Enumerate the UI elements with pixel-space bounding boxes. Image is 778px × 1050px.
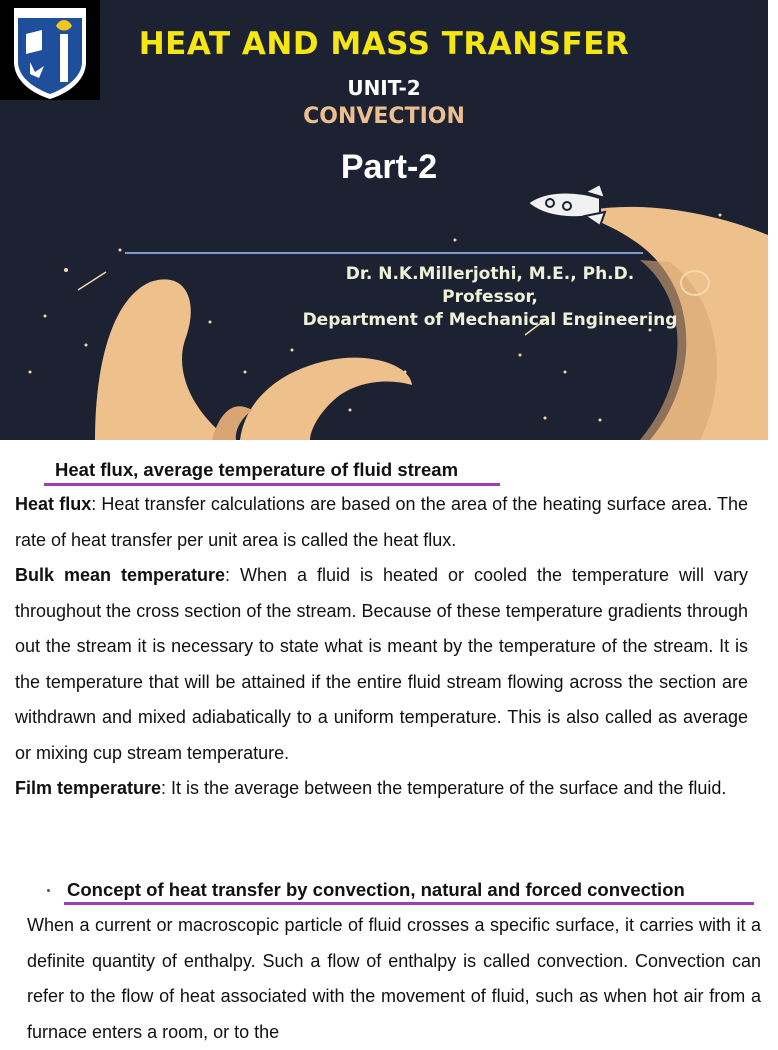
cover-slide — [0, 0, 768, 440]
space-illustration — [0, 0, 768, 440]
author-block — [270, 263, 710, 332]
definition-film-temperature: : It is the average between the temperature of the surface and the fluid. — [161, 778, 727, 798]
paragraph-film-temperature — [15, 771, 748, 807]
slide-heading: Heat flux, average temperature of fluid stream — [55, 459, 459, 480]
paragraph-heat-flux — [15, 487, 748, 558]
part-label: Part-2 — [340, 148, 438, 186]
divider-line — [125, 252, 643, 254]
definition-bulk-mean-temperature: : When a fluid is heated or cooled the temperature will vary throughout the cross section of the stream. Because of these temperature gradients through out the stream it is necessary to state what is meant by the temperature of the stream. It is the temperature that will be attained if the entire fluid stream flowing across the section are withdrawn and mixed adiabatically to a uniform temperature. This is also called as average or mixing cup stream temperature. — [15, 565, 748, 763]
rocket-icon — [528, 184, 605, 226]
heading-underline — [64, 902, 754, 905]
author-role: Professor, — [442, 287, 538, 307]
unit-label: UNIT-2 — [347, 76, 421, 100]
author-department: Department of Mechanical Engineering — [302, 310, 678, 330]
slide-heading: Concept of heat transfer by convection, natural and forced convection — [67, 879, 685, 900]
term-film-temperature: Film temperature — [15, 778, 162, 798]
author-name: Dr. N.K.Millerjothi, M.E., Ph.D. — [345, 264, 635, 284]
chapter-label: CONVECTION — [303, 104, 465, 129]
slide-body — [15, 487, 748, 861]
bullet-dot — [47, 889, 50, 892]
planet-blob-left — [95, 279, 230, 440]
paragraph-bulk-mean-temperature — [15, 558, 748, 771]
presentation-title: HEAT AND MASS TRANSFER — [138, 26, 630, 62]
heading-underline — [44, 483, 500, 486]
definition-heat-flux: : Heat transfer calculations are based on the area of the heating surface area. The rate of heat transfer per unit area is called the heat flux. — [15, 494, 748, 550]
planet-blob-center — [240, 358, 412, 440]
term-bulk-mean-temperature: Bulk mean temperature — [15, 565, 226, 585]
slide-body: When a current or macroscopic particle of fluid crosses a specific surface, it carries with it a definite quantity of enthalpy. Such a flow of enthalpy is called convection. Convection can refer to the flow of heat associated with the movement of fluid, such as when hot air from a furnace enters a room, or to the — [27, 915, 761, 1042]
term-heat-flux: Heat flux — [15, 494, 92, 514]
shooting-star — [78, 272, 106, 290]
